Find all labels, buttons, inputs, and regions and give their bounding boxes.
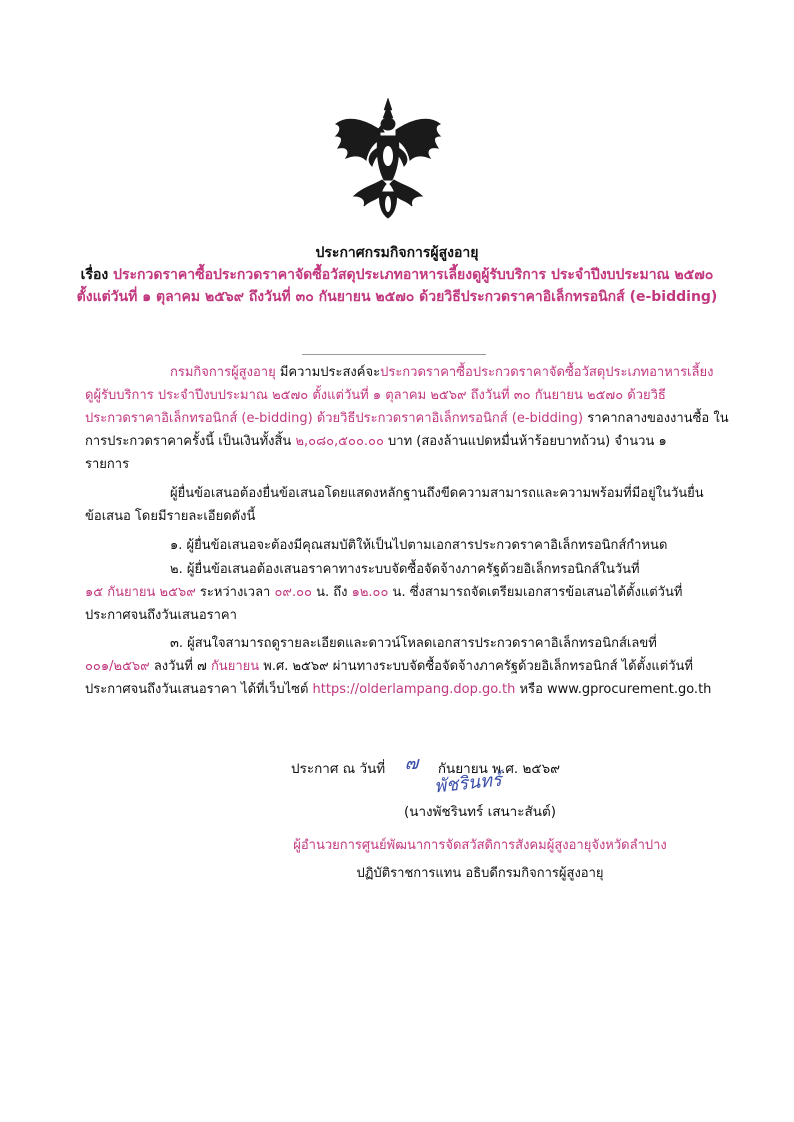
p1-text-b: ราคากลางของงานซื้อ ใน (583, 411, 729, 426)
handwritten-signature: พัชรินทร์ (433, 769, 503, 798)
item-2-line-2 (85, 583, 715, 603)
announcement-subject-line-2: ตั้งแต่วันที่ ๑ ตุลาคม ๒๕๖๙ ถึงวันที่ ๓๐ กันยายน ๒๕๗๐ ด้วยวิธีประกวดราคาอิเล็กทรอนิกส์ (e-bidding) (76, 289, 718, 305)
item-3-line-2 (85, 657, 715, 677)
announcement-date (291, 752, 560, 781)
announcement-issuer: ประกาศกรมกิจการผู้สูงอายุ (315, 245, 479, 261)
date-prefix: ประกาศ ณ วันที่ (291, 761, 386, 777)
bid-date: ๑๕ กันยายน ๒๕๖๙ (85, 585, 196, 600)
item2-text-b: น. ถึง (311, 585, 352, 600)
subject-text-1: ประกวดราคาซื้อประกวดราคาจัดซื้อวัสดุประเภทอาหารเลี้ยงดูผู้รับบริการ ประจำปีงบประมาณ ๒๕๗๐ (113, 267, 714, 283)
agency-name: กรมกิจการผู้สูงอายุ (170, 365, 276, 380)
budget-amount: ๒,๐๘๐,๕๐๐.๐๐ (295, 434, 384, 449)
announcement-subject-line-1 (0, 264, 794, 286)
subject-label: เรื่อง (80, 267, 109, 283)
p1-text-d: บาท (สองล้านแปดหมื่นห้าร้อยบาทถ้วน) จำนวน ๑ (383, 434, 667, 449)
signatory-name: (นางพัชรินทร์ เสนาะสันต์) (403, 804, 557, 820)
paragraph-2-line-2: ข้อเสนอ โดยมีรายละเอียดดังนี้ (85, 509, 256, 524)
handwritten-day: ๗ (404, 753, 419, 774)
paragraph-2-line-1: ผู้ยื่นข้อเสนอต้องยื่นข้อเสนอโดยแสดงหลักฐานถึงขีดความสามารถและความพร้อมที่มีอยู่ในวันยื่น (170, 486, 704, 501)
bid-end-time: ๑๒.๐๐ (351, 585, 389, 600)
method-text: ประกวดราคาอิเล็กทรอนิกส์ (e-bidding) ด้วยวิธีประกวดราคาอิเล็กทรอนิกส์ (e-bidding) (85, 411, 584, 426)
item-1: ๑. ผู้ยื่นข้อเสนอจะต้องมีคุณสมบัติให้เป็นไปตามเอกสารประกวดราคาอิเล็กทรอนิกส์กำหนด (170, 538, 668, 553)
paragraph-1-line-2: ดูผู้รับบริการ ประจำปีงบประมาณ ๒๕๗๐ ตั้งแต่วันที่ ๑ ตุลาคม ๒๕๖๙ ถึงวันที่ ๓๐ กันยายน ๒๕๗๐ ด้วยวิธี (85, 388, 666, 403)
document-number: ๐๐๑/๒๕๖๙ (85, 659, 150, 674)
signatory-acting: ปฏิบัติราชการแทน อธิบดีกรมกิจการผู้สูงอายุ (356, 866, 604, 881)
gprocurement-website: หรือ www.gprocurement.go.th (515, 682, 712, 697)
paragraph-1-line-3 (85, 409, 729, 429)
item-3-line-1: ๓. ผู้สนใจสามารถดูรายละเอียดและดาวน์โหลดเอกสารประกวดราคาอิเล็กทรอนิกส์เลขที่ (170, 636, 657, 651)
signatory-position: ผู้อำนวยการศูนย์พัฒนาการจัดสวัสดิการสังคมผู้สูงอายุจังหวัดลำปาง (293, 838, 667, 853)
date-suffix: กันยายน พ.ศ. ๒๕๖๙ (437, 761, 561, 777)
item-2-line-1: ๒. ผู้ยื่นข้อเสนอต้องเสนอราคาทางระบบจัดซื้อจัดจ้างภาครัฐด้วยอิเล็กทรอนิกส์ในวันที่ (170, 562, 640, 577)
p1-text-c: การประกวดราคาครั้งนี้ เป็นเงินทั้งสิ้น (85, 434, 296, 449)
item2-text-c: น. ซึ่งสามารถจัดเตรียมเอกสารข้อเสนอได้ตั้งแต่วันที่ (388, 585, 683, 600)
item3-text-b: พ.ศ. ๒๕๖๙ ผ่านทางระบบจัดซื้อจัดจ้างภาครัฐด้วยอิเล็กทรอนิกส์ ได้ตั้งแต่วันที่ (259, 659, 693, 674)
item-3-line-3 (85, 680, 715, 700)
paragraph-1-line-1 (85, 363, 715, 383)
garuda-emblem-icon (332, 96, 444, 220)
separator-line (302, 354, 486, 355)
p1-text: มีความประสงค์จะ (279, 365, 381, 380)
document-month: กันยายน (210, 659, 260, 674)
procurement-title: ประกวดราคาซื้อประกวดราคาจัดซื้อวัสดุประเภทอาหารเลี้ยง (380, 365, 714, 380)
item-2-line-3: ประกาศจนถึงวันเสนอราคา (85, 608, 237, 623)
agency-website-link[interactable]: https://olderlampang.dop.go.th (312, 682, 516, 697)
item2-text-a: ระหว่างเวลา (195, 585, 275, 600)
paragraph-1-line-5: รายการ (85, 457, 130, 472)
item3-text-c: ประกาศจนถึงวันเสนอราคา ได้ที่เว็บไซต์ (85, 682, 313, 697)
bid-start-time: ๐๙.๐๐ (274, 585, 312, 600)
item3-text-a: ลงวันที่ ๗ (149, 659, 211, 674)
paragraph-1-line-4 (85, 432, 715, 452)
